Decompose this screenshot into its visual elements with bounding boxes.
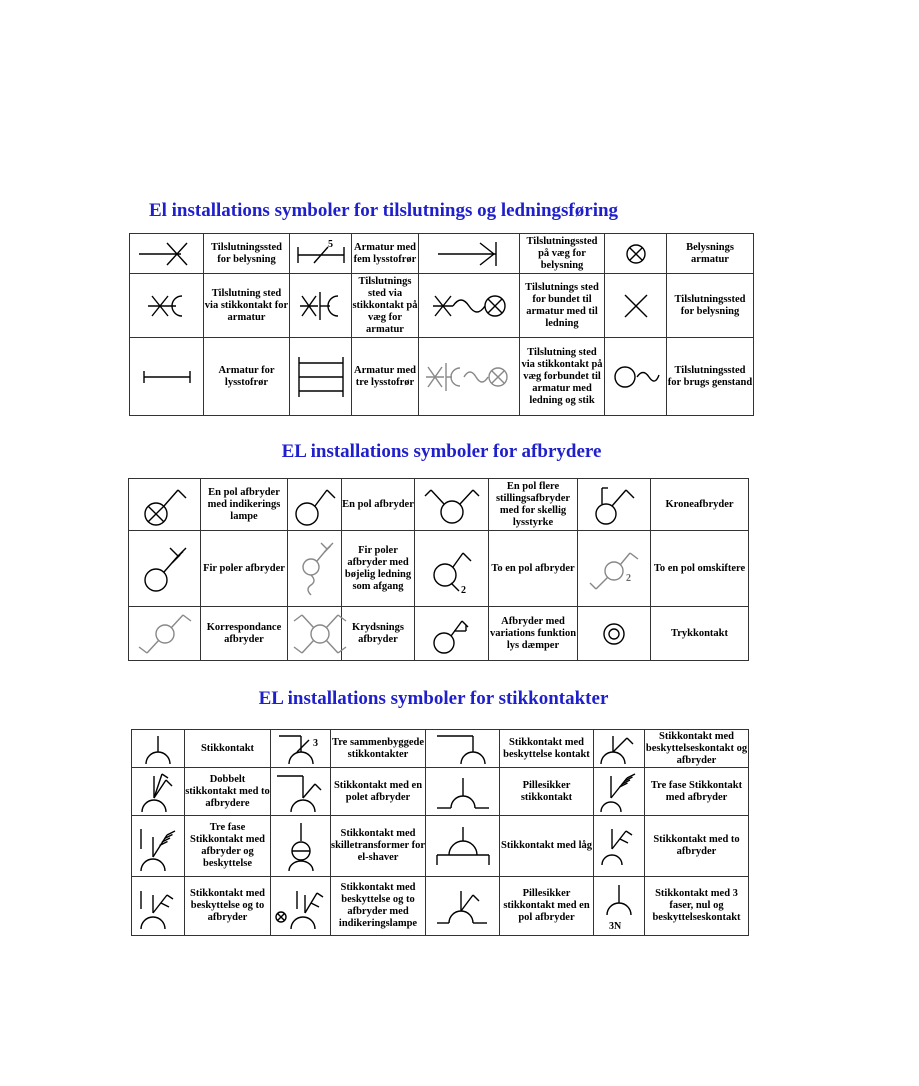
symbol-cell [130,338,204,416]
symbol-label: Stikkontakt [185,730,271,768]
symbol-cell [132,816,185,877]
dimmer-switch-icon [428,609,476,659]
table-row [129,479,749,531]
symbol-cell [594,768,645,816]
two-switch-socket-icon [598,821,640,871]
symbol-cell [271,768,331,816]
circle-cross-lamp-icon [621,239,651,269]
symbol-cell [271,877,331,936]
symbol-cell [419,234,520,274]
symbol-cell [578,607,651,661]
protected-two-switch-socket-icon [135,881,181,931]
symbol-label: Tilslutning sted via stikkontakt på væg forbundet til armatur med ledning og stik [520,338,605,416]
symbol-label: Korrespondance afbryder [201,607,288,661]
symbol-label: En pol afbryder [342,479,415,531]
symbol-label: Stikkontakt med beskyttelse og to afbryder med indikeringslampe [331,877,426,936]
symbol-label: Armatur for lysstofrør [204,338,290,416]
symbol-label: Kroneafbryder [651,479,749,531]
symbol-cell [132,730,185,768]
symbol-cell [605,234,667,274]
three-phase-neutral-socket-icon [599,881,639,931]
multi-position-switch-icon [421,482,483,528]
symbol-cell [290,274,352,338]
symbol-cell [288,479,342,531]
push-button-icon [599,619,629,649]
symbol-label: Stikkontakt med beskyttelseskontakt og afbryder [645,730,748,766]
symbol-label: Tilslutningssted for belysning [204,234,290,274]
symbol-label: Tilslutnings sted via stikkontakt på væg for armatur [352,274,419,338]
table-row [132,768,749,816]
switch-count-label: 2 [460,584,466,596]
symbol-cell [605,274,667,338]
three-phase-protected-socket-icon [135,819,181,873]
table-row [130,338,754,416]
wall-socket-wired-fixture-icon [424,359,514,395]
table-row [132,816,749,877]
socket-outlet-icon [138,732,178,766]
symbol-label: To en pol afbryder [489,531,578,607]
appliance-junction-icon [611,362,661,392]
symbol-cell [419,274,520,338]
symbol-cell [419,338,520,416]
symbol-cell [594,730,645,768]
section-title-switches: EL installations symboler for afbrydere [281,441,602,462]
symbol-label: Tilslutning sted via stikkontakt for armatur [204,274,290,338]
pillar-fuse-switched-socket-icon [431,881,495,931]
socket-junction-icon [142,288,192,324]
symbol-cell [130,274,204,338]
wire-count-label: 5 [327,238,333,250]
table-row [130,274,754,338]
table-row [132,730,749,768]
symbol-cell [288,531,342,607]
two-way-changeover-switch-icon [584,543,644,595]
symbol-label: Stikkontakt med en polet afbryder [331,768,426,816]
symbol-label: En pol afbryder med indikerings lampe [201,479,288,531]
symbol-cell [605,338,667,416]
symbol-label: Dobbelt stikkontakt med to afbrydere [185,768,271,816]
section-title-sockets: EL installations symboler for stikkontakter [258,688,609,709]
symbol-cell [426,730,500,768]
protected-socket-icon [433,732,493,766]
lidded-socket-icon [431,821,495,871]
symbol-cell [290,234,352,274]
indicator-protected-socket-icon [273,881,329,931]
table-row [130,234,754,274]
symbol-label: Tilslutningssted for belysning [667,274,754,338]
single-pole-switch-icon [291,482,339,528]
two-single-pole-switch-icon [425,543,479,595]
symbol-label: Fir poler afbryder med bøjelig ledning som afgang [342,531,415,607]
earthed-switched-socket-icon [597,732,641,766]
symbol-label: Tre fase Stikkontakt med afbryder [645,768,749,816]
double-switched-socket-icon [136,770,180,814]
symbol-cell [426,816,500,877]
symbol-label: Tilslutnings sted for bundet til armatur med til ledning [520,274,605,338]
symbol-label: Stikkontakt med beskyttelse og to afbryder [185,877,271,936]
symbol-label: Belysnings armatur [667,234,754,274]
symbol-label: Fir poler afbryder [201,531,288,607]
table-row [129,531,749,607]
symbol-cell [288,607,342,661]
switch-symbols-table [128,478,749,661]
wall-socket-junction-icon [296,288,346,324]
symbol-label: Stikkontakt med 3 faser, nul og beskyttelseskontakt [645,877,749,936]
changeover-count-label: 2 [626,572,631,584]
fluorescent-fixture-icon [140,367,194,387]
symbol-label: Trykkontakt [651,607,749,661]
flex-cord-switch-icon [293,539,337,599]
symbol-label: Tilslutningssted på væg for belysning [520,234,605,274]
correspondence-switch-icon [135,609,195,659]
table-row [132,877,749,936]
symbol-cell [129,607,201,661]
wired-fixture-junction-icon [429,288,509,324]
symbol-cell [594,877,645,936]
symbol-label: To en pol omskiftere [651,531,749,607]
phase-neutral-label: 3N [609,921,622,932]
single-pole-switched-socket-icon [273,770,329,814]
x-junction-icon [621,291,651,321]
crown-switch-icon [590,482,638,528]
symbol-cell [594,816,645,877]
socket-count-label: 3 [312,737,318,749]
symbol-cell [415,607,489,661]
three-phase-switched-socket-icon [597,770,641,814]
symbol-label: Pillesikker stikkontakt med en pol afbryder [500,877,594,936]
section-title-connections: El installations symboler for tilslutnings og ledningsføring [148,200,619,221]
symbol-label: Armatur med fem lysstofrør [352,234,419,274]
connection-symbols-table [129,233,754,416]
symbol-cell [132,768,185,816]
symbol-label: Armatur med tre lysstofrør [352,338,419,416]
symbol-label: Stikkontakt med skilletransformer for el-shaver [331,816,426,877]
symbol-cell [415,531,489,607]
symbol-label: En pol flere stillingsafbryder med for skellig lysstyrke [489,479,578,531]
three-tube-fixture-icon [295,355,347,399]
symbol-label: Stikkontakt med beskyttelse kontakt [500,730,594,768]
symbol-label: Pillesikker stikkontakt [500,768,594,816]
shaver-socket-icon [281,819,321,873]
symbol-label: Tilslutningssted for brugs genstand [667,338,754,416]
triple-socket-icon [275,732,327,766]
socket-symbols-table [131,729,749,936]
symbol-label: Afbryder med variations funktion lys dæmper [489,607,578,661]
symbol-cell [426,877,500,936]
symbol-cell [129,479,201,531]
symbol-label: Stikkontakt med låg [500,816,594,877]
junction-line-x-icon [137,239,197,269]
symbol-cell [426,768,500,816]
symbol-cell [578,531,651,607]
symbol-cell [129,531,201,607]
table-row [129,607,749,661]
symbol-label: Stikkontakt med to afbryder [645,816,749,877]
wall-junction-icon [434,239,504,269]
symbol-cell [130,234,204,274]
symbol-cell [290,338,352,416]
symbol-cell [578,479,651,531]
symbol-label: Tre sammenbyggede stikkontakter [331,730,426,768]
symbol-cell [271,816,331,877]
four-pole-switch-icon [140,544,190,594]
five-wire-fixture-icon [294,239,348,269]
symbol-label: Krydsnings afbryder [342,607,415,661]
symbol-cell [271,730,331,768]
indicator-switch-icon [140,482,190,528]
symbol-cell [415,479,489,531]
symbol-label: Tre fase Stikkontakt med afbryder og beskyttelse [185,816,271,877]
symbol-cell [132,877,185,936]
pillar-fuse-socket-icon [431,770,495,814]
